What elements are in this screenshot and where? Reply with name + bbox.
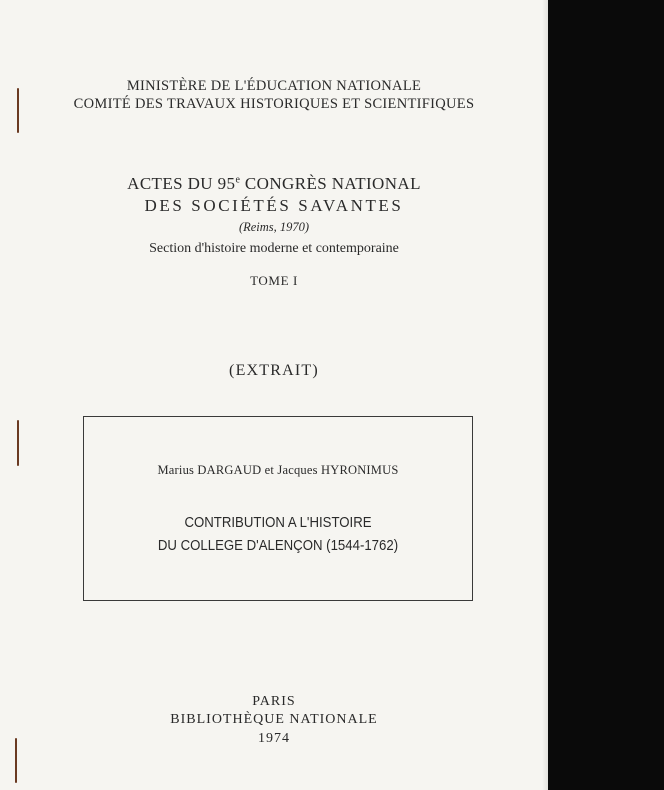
acts-ordinal-suffix: e [235, 174, 241, 186]
congress-location: (Reims, 1970) [238, 220, 310, 234]
tome-label: TOME I [250, 273, 298, 288]
acts-prefix: ACTES DU 95 [127, 174, 236, 193]
section-name: Section d'histoire moderne et contemporaine [149, 241, 399, 256]
staple-mark-middle [17, 420, 19, 466]
committee-name: COMITÉ DES TRAVAUX HISTORIQUES ET SCIENTIFIQUES [73, 96, 475, 112]
proceedings-title [0, 174, 548, 194]
imprint-city: PARIS [252, 694, 296, 709]
authors: Marius DARGAUD et Jacques HYRONIMUS [157, 463, 399, 477]
article-title-line2: DU COLLEGE D'ALENÇON (1544-1762) [157, 537, 399, 554]
societies-title: DES SOCIÉTÉS SAVANTES [144, 196, 404, 215]
imprint-year: 1974 [258, 731, 290, 746]
imprint-publisher: BIBLIOTHÈQUE NATIONALE [170, 712, 378, 727]
article-box [83, 416, 473, 601]
ministry-name: MINISTÈRE DE L'ÉDUCATION NATIONALE [126, 78, 422, 94]
extract-label: (EXTRAIT) [229, 362, 319, 379]
acts-suffix: CONGRÈS NATIONAL [240, 174, 421, 193]
article-title-line1: CONTRIBUTION A L'HISTOIRE [184, 514, 372, 531]
